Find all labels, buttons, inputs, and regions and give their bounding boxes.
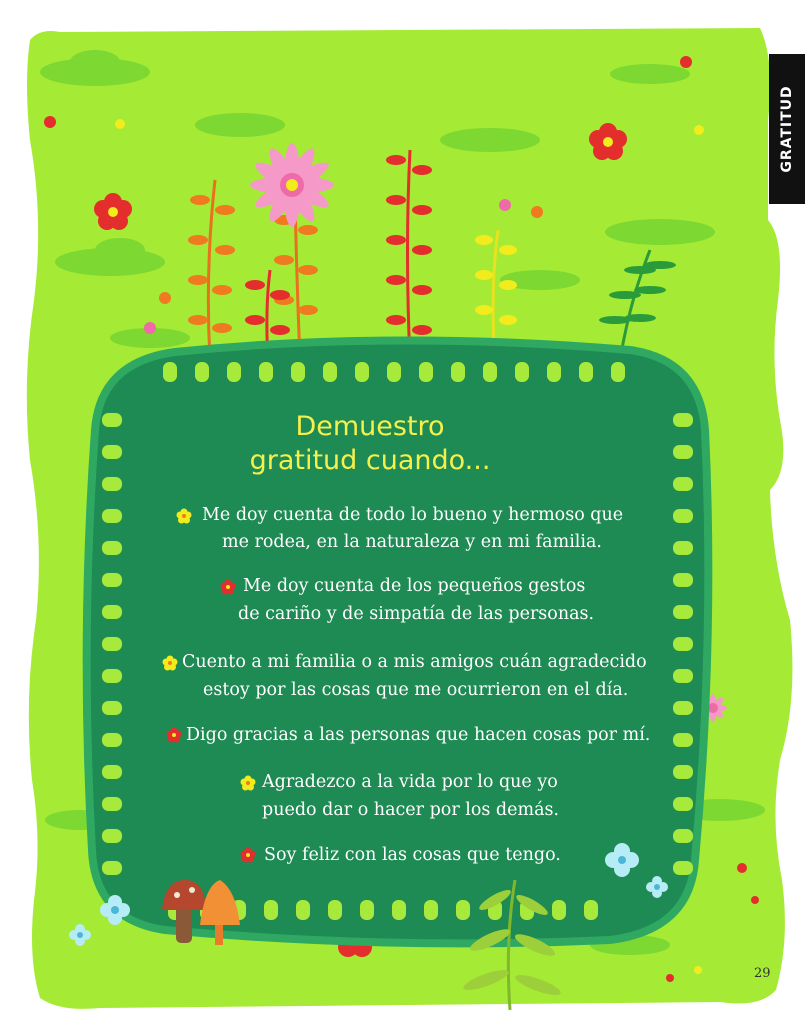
- border-dot: [673, 605, 693, 619]
- border-dot: [102, 669, 122, 683]
- list-item-line: Agradezco a la vida por lo que yo: [262, 772, 558, 792]
- border-dot: [102, 765, 122, 779]
- yellow-flower-icon: [162, 655, 178, 671]
- border-dot: [547, 362, 561, 382]
- border-dot: [102, 509, 122, 523]
- border-dot: [515, 362, 529, 382]
- border-dot: [195, 362, 209, 382]
- border-dot: [673, 637, 693, 651]
- border-dot: [102, 861, 122, 875]
- border-dot: [163, 362, 177, 382]
- border-dot: [264, 900, 278, 920]
- border-dot: [673, 573, 693, 587]
- page-title-line-2: gratitud cuando...: [249, 445, 491, 476]
- border-dot: [451, 362, 465, 382]
- border-dot: [673, 669, 693, 683]
- page-number: 29: [754, 966, 771, 981]
- border-dot: [673, 445, 693, 459]
- border-dot: [102, 797, 122, 811]
- border-dot: [227, 362, 241, 382]
- list-item-line: estoy por las cosas que me ocurrieron en el día.: [203, 680, 629, 700]
- border-dot: [673, 797, 693, 811]
- border-dot: [579, 362, 593, 382]
- border-dot: [102, 733, 122, 747]
- border-dot: [296, 900, 310, 920]
- border-dot: [259, 362, 273, 382]
- border-dot: [387, 362, 401, 382]
- red-flower-icon: [220, 579, 236, 595]
- border-dot: [102, 445, 122, 459]
- border-dot: [102, 829, 122, 843]
- red-flower-icon: [166, 727, 182, 743]
- border-dot: [552, 900, 566, 920]
- list-item-line: puedo dar o hacer por los demás.: [262, 800, 560, 820]
- border-dot: [360, 900, 374, 920]
- border-dot: [102, 573, 122, 587]
- border-dot: [673, 541, 693, 555]
- red-flower-icon: [240, 847, 256, 863]
- border-dot: [483, 362, 497, 382]
- border-dot: [673, 765, 693, 779]
- border-dot: [673, 701, 693, 715]
- section-tab-label: GRATITUD: [779, 85, 795, 173]
- border-dot: [419, 362, 433, 382]
- border-dot: [424, 900, 438, 920]
- border-dot: [611, 362, 625, 382]
- section-tab: [769, 54, 805, 204]
- list-item-line: Cuento a mi familia o a mis amigos cuán agradecido: [182, 652, 647, 672]
- border-dot: [102, 413, 122, 427]
- border-dot: [456, 900, 470, 920]
- border-dot: [328, 900, 342, 920]
- border-dot: [102, 541, 122, 555]
- border-dot: [323, 362, 337, 382]
- border-dot: [673, 413, 693, 427]
- border-dot: [673, 829, 693, 843]
- border-dot: [673, 861, 693, 875]
- border-dot: [673, 477, 693, 491]
- border-dot: [102, 605, 122, 619]
- border-dot: [355, 362, 369, 382]
- border-dot: [102, 637, 122, 651]
- border-dot: [102, 477, 122, 491]
- border-dot: [392, 900, 406, 920]
- yellow-flower-icon: [176, 508, 192, 524]
- border-dot: [673, 509, 693, 523]
- border-dot: [102, 701, 122, 715]
- border-dot: [673, 733, 693, 747]
- list-item-line: Me doy cuenta de los pequeños gestos: [243, 576, 586, 596]
- list-item-line: me rodea, en la naturaleza y en mi familia.: [222, 532, 602, 552]
- border-dot: [584, 900, 598, 920]
- list-item-line: Digo gracias a las personas que hacen cosas por mí.: [186, 725, 651, 745]
- border-dot: [291, 362, 305, 382]
- page-title-line-1: Demuestro: [295, 411, 445, 442]
- yellow-flower-icon: [240, 775, 256, 791]
- list-item-line: Me doy cuenta de todo lo bueno y hermoso que: [202, 505, 624, 525]
- list-item-line: Soy feliz con las cosas que tengo.: [264, 845, 561, 865]
- list-item-line: de cariño y de simpatía de las personas.: [238, 604, 595, 624]
